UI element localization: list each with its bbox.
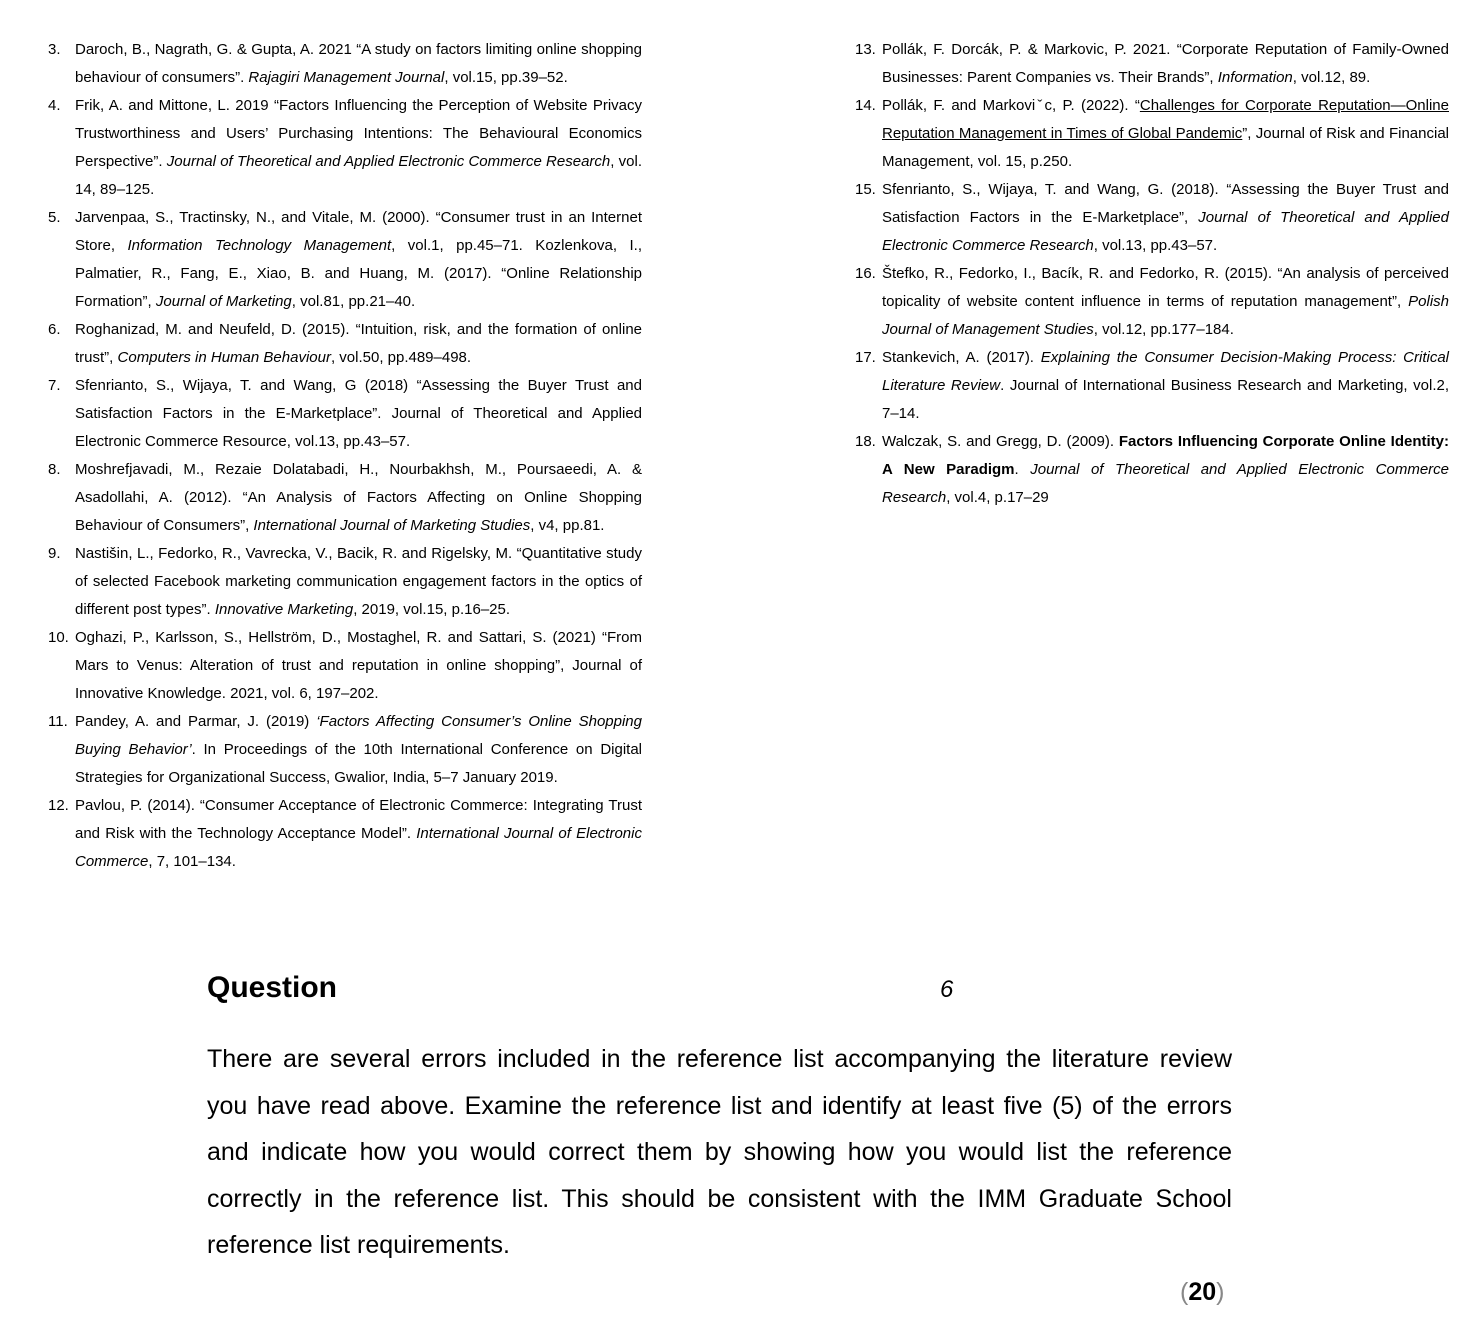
reference-text: Moshrefjavadi, M., Rezaie Dolatabadi, H., Nourbakhsh, M., Poursaeedi, A. & Asadollahi, A. (2012). “An Analysis of Factors Affecting on Online Shopping Behaviour of Consumers”, xyxy=(75,461,642,534)
marks-open-paren: ( xyxy=(1180,1278,1189,1306)
reference-text: Pollák, F. and Markoviˇc, P. (2022). “ xyxy=(882,97,1140,114)
reference-text: , v4, pp.81. xyxy=(530,517,605,534)
reference-text: ”, Journal of Risk and Financial Management, vol. 15, p.250. xyxy=(882,125,1449,170)
reference-item xyxy=(855,92,1449,176)
reference-item xyxy=(48,792,642,876)
reference-number: 14. xyxy=(855,97,876,114)
reference-title: Factors Influencing Corporate Online Identity: A New Paradigm xyxy=(882,433,1450,478)
reference-text: Jarvenpaa, S., Tractinsky, N., and Vitale, M. (2000). “Consumer trust in an Internet Store, xyxy=(75,209,642,254)
reference-journal: Journal of Theoretical and Applied Electronic Commerce Research xyxy=(166,153,611,170)
reference-journal: Rajagiri Management Journal xyxy=(248,69,445,86)
reference-text: , vol.15, pp.39–52. xyxy=(444,69,568,86)
reference-text: , vol.12, 89. xyxy=(1292,69,1371,86)
reference-number: 4. xyxy=(48,97,61,114)
question-heading: Question xyxy=(207,971,338,1004)
reference-journal: International Journal of Electronic Commerce xyxy=(75,825,642,870)
reference-item xyxy=(48,204,642,316)
reference-number: 10. xyxy=(48,629,69,646)
question-marks xyxy=(1180,1272,1224,1312)
reference-text: Nastišin, L., Fedorko, R., Vavrecka, V., Bacik, R. and Rigelsky, M. “Quantitative study of selected Facebook marketing communication engagement factors in the optics of different post types”. xyxy=(75,545,642,618)
reference-text: Walczak, S. and Gregg, D. (2009). xyxy=(882,433,1119,450)
reference-text: Štefko, R., Fedorko, I., Bacík, R. and Fedorko, R. (2015). “An analysis of perceived topicality of website content influence in terms of reputation management”, xyxy=(882,265,1449,310)
reference-text: , vol.50, pp.489–498. xyxy=(330,349,472,366)
reference-title: ‘Factors Affecting Consumer’s Online Shopping Buying Behavior’ xyxy=(75,713,642,758)
reference-item xyxy=(48,36,642,92)
reference-text: , vol.4, p.17–29 xyxy=(946,489,1049,506)
reference-number: 12. xyxy=(48,797,69,814)
reference-journal: Polish Journal of Management Studies xyxy=(882,293,1449,338)
reference-number: 5. xyxy=(48,209,61,226)
reference-text: Sfenrianto, S., Wijaya, T. and Wang, G. (2018). “Assessing the Buyer Trust and Satisfaction Factors in the E-Marketplace”, xyxy=(882,181,1449,226)
reference-number: 9. xyxy=(48,545,61,562)
reference-title: Explaining the Consumer Decision-Making Process: Critical Literature Review xyxy=(882,349,1449,394)
reference-text: Daroch, B., Nagrath, G. & Gupta, A. 2021 “A study on factors limiting online shopping behaviour of consumers”. xyxy=(75,41,642,86)
reference-text: Sfenrianto, S., Wijaya, T. and Wang, G (2018) “Assessing the Buyer Trust and Satisfaction Factors in the E-Marketplace”. Journal of Theoretical and Applied Electronic Commerce Resource, vol.13, pp.43–57. xyxy=(75,377,642,450)
reference-journal: Journal of Theoretical and Applied Electronic Commerce Research xyxy=(882,209,1449,254)
reference-journal: Journal of Marketing xyxy=(155,293,292,310)
reference-number: 18. xyxy=(855,433,876,450)
reference-text: , vol.12, pp.177–184. xyxy=(1093,321,1234,338)
reference-list-right xyxy=(855,36,1449,512)
reference-text: , vol. 14, 89–125. xyxy=(75,153,642,198)
reference-text: . Journal of International Business Research and Marketing, vol.2, 7–14. xyxy=(882,377,1450,422)
reference-item xyxy=(48,708,642,792)
reference-text: Frik, A. and Mittone, L. 2019 “Factors Influencing the Perception of Website Privacy Trustworthiness and Users’ Purchasing Intentions: The Behavioural Economics Perspective”. xyxy=(75,97,642,170)
reference-item xyxy=(48,372,642,456)
reference-item xyxy=(855,36,1449,92)
marks-value: 20 xyxy=(1188,1278,1217,1306)
reference-text: , 2019, vol.15, p.16–25. xyxy=(353,601,511,618)
reference-item xyxy=(48,624,642,708)
reference-number: 13. xyxy=(855,41,876,58)
reference-title-link[interactable]: Challenges for Corporate Reputation—Online Reputation Management in Times of Global Pandemic xyxy=(882,97,1449,142)
reference-item xyxy=(48,92,642,204)
reference-item xyxy=(855,176,1449,260)
reference-journal: Innovative Marketing xyxy=(214,601,354,618)
reference-text: . xyxy=(1014,461,1031,478)
reference-item xyxy=(48,540,642,624)
reference-journal: Information xyxy=(1217,69,1293,86)
reference-item xyxy=(855,260,1449,344)
reference-text: , vol.1, pp.45–71. Kozlenkova, I., Palmatier, R., Fang, E., Xiao, B. and Huang, M. (2017). “Online Relationship Formation”, xyxy=(75,237,642,310)
reference-number: 7. xyxy=(48,377,61,394)
question-text: There are several errors included in the reference list accompanying the literature review you have read above. Examine the reference list and identify at least five (5) of the errors and indicate how you would correct them by showing how you would list the reference correctly in the reference list. This should be consistent with the IMM Graduate School reference list requirements. xyxy=(207,1045,1232,1259)
reference-item xyxy=(48,456,642,540)
reference-text: , vol.13, pp.43–57. xyxy=(1093,237,1218,254)
question-number: 6 xyxy=(940,976,954,1003)
reference-number: 3. xyxy=(48,41,61,58)
marks-close-paren: ) xyxy=(1216,1278,1225,1306)
reference-item xyxy=(48,316,642,372)
reference-number: 16. xyxy=(855,265,876,282)
reference-text: Roghanizad, M. and Neufeld, D. (2015). “Intuition, risk, and the formation of online trust”, xyxy=(75,321,642,366)
reference-number: 11. xyxy=(48,713,68,730)
reference-number: 6. xyxy=(48,321,61,338)
reference-number: 8. xyxy=(48,461,61,478)
reference-text: , vol.81, pp.21–40. xyxy=(291,293,416,310)
reference-text: Pollák, F. Dorcák, P. & Markovic, P. 2021. “Corporate Reputation of Family-Owned Businesses: Parent Companies vs. Their Brands”, xyxy=(882,41,1449,86)
reference-number: 17. xyxy=(855,349,876,366)
reference-journal: Computers in Human Behaviour xyxy=(117,349,331,366)
reference-item xyxy=(855,344,1449,428)
reference-text: Pandey, A. and Parmar, J. (2019) xyxy=(75,713,317,730)
reference-text: , 7, 101–134. xyxy=(148,853,236,870)
reference-text: Oghazi, P., Karlsson, S., Hellström, D., Mostaghel, R. and Sattari, S. (2021) “From Mars to Venus: Alteration of trust and reputation in online shopping”, Journal of Innovative Knowledge. 2021, vol. 6, 197–202. xyxy=(75,629,642,702)
reference-list-left xyxy=(48,36,642,876)
reference-journal: International Journal of Marketing Studies xyxy=(253,517,531,534)
reference-item xyxy=(855,428,1449,512)
reference-text: Pavlou, P. (2014). “Consumer Acceptance of Electronic Commerce: Integrating Trust and Risk with the Technology Acceptance Model”. xyxy=(75,797,642,842)
reference-journal: Journal of Theoretical and Applied Electronic Commerce Research xyxy=(882,461,1449,506)
reference-number: 15. xyxy=(855,181,876,198)
reference-text: . In Proceedings of the 10th International Conference on Digital Strategies for Organizational Success, Gwalior, India, 5–7 January 2019. xyxy=(75,741,642,786)
reference-journal: Information Technology Management xyxy=(127,237,392,254)
reference-text: Stankevich, A. (2017). xyxy=(882,349,1041,366)
